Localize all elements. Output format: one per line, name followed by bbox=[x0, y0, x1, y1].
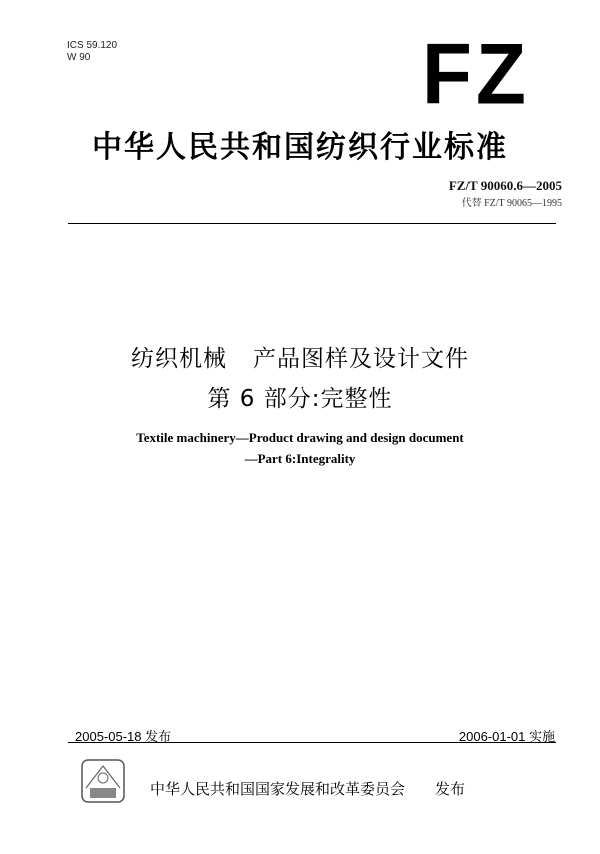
bottom-divider bbox=[68, 742, 556, 743]
ics-code: ICS 59.120 bbox=[67, 40, 118, 51]
fz-logo: FZ bbox=[421, 26, 530, 123]
ccs-code: W 90 bbox=[67, 52, 91, 63]
en-title-line1: Textile machinery—Product drawing and design document bbox=[136, 430, 464, 445]
standard-code: FZ/T 90060.6—2005 bbox=[448, 178, 562, 193]
implementation-date: 2006-01-01 实施 bbox=[458, 729, 555, 744]
cn-title-part2: 产品图样及设计文件 bbox=[253, 346, 469, 372]
publish-label: 发布 bbox=[435, 780, 466, 798]
cn-title-part1: 纺织机械 bbox=[131, 346, 227, 372]
en-title-line2: —Part 6:Integrality bbox=[244, 451, 356, 466]
publisher-name: 中华人民共和国国家发展和改革委员会 bbox=[150, 780, 406, 798]
publisher-line bbox=[150, 778, 465, 799]
standard-code-block bbox=[449, 178, 562, 209]
issue-date: 2005-05-18 发布 bbox=[75, 729, 172, 744]
cn-title-line2: 第 6 部分:完整性 bbox=[207, 386, 393, 412]
classification-codes bbox=[67, 40, 117, 64]
standard-title: 中华人民共和国纺织行业标准 bbox=[92, 130, 508, 165]
cn-title-line1 bbox=[0, 340, 600, 373]
top-divider bbox=[68, 223, 556, 224]
anti-counterfeit-seal-icon bbox=[80, 758, 126, 804]
replaces-code: 代替 FZ/T 90065—1995 bbox=[461, 198, 562, 209]
